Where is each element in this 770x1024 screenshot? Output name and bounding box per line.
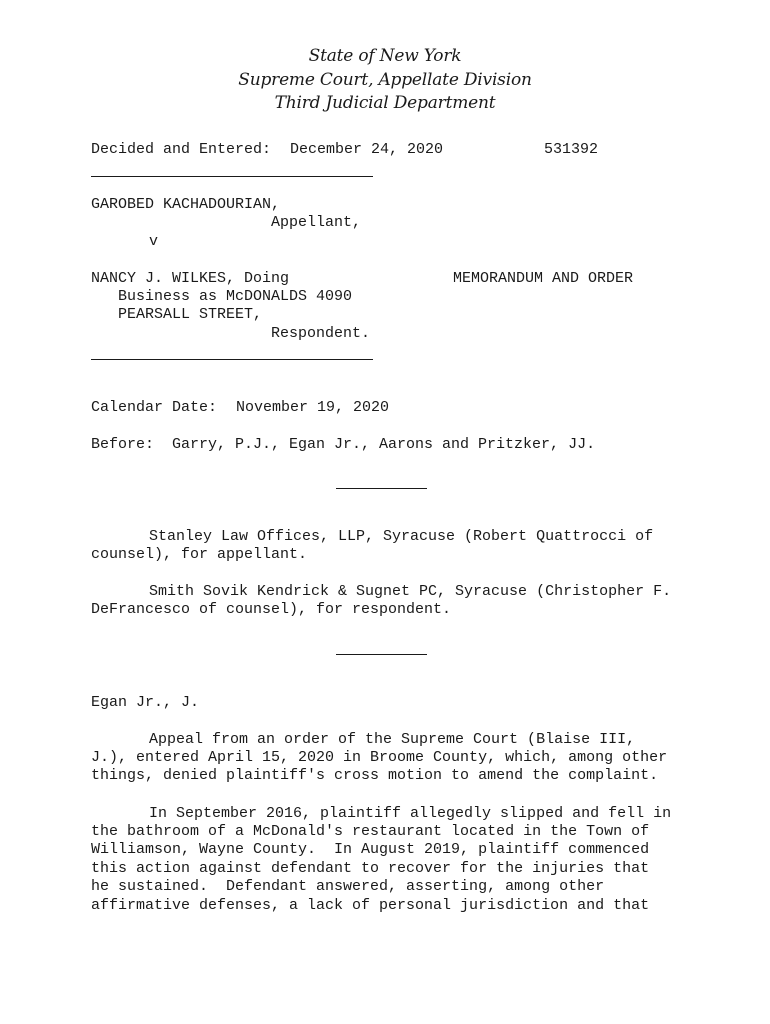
appellant-counsel-line2: counsel), for appellant. bbox=[91, 546, 308, 563]
defendant-name-line3: PEARSALL STREET, bbox=[118, 306, 263, 323]
body-paragraph-2-line6: affirmative defenses, a lack of personal jurisdiction and that bbox=[91, 897, 650, 914]
body-paragraph-2-line3: Williamson, Wayne County. In August 2019, plaintiff commenced bbox=[91, 841, 650, 858]
caption-top-rule bbox=[91, 176, 373, 177]
calendar-date: November 19, 2020 bbox=[236, 399, 390, 416]
court-name-heading: Supreme Court, Appellate Division bbox=[238, 70, 532, 90]
document-type: MEMORANDUM AND ORDER bbox=[453, 270, 634, 287]
defendant-name-line1: NANCY J. WILKES, Doing bbox=[91, 270, 290, 287]
body-paragraph-2-line2: the bathroom of a McDonald's restaurant located in the Town of bbox=[91, 823, 650, 840]
court-state-heading: State of New York bbox=[308, 46, 462, 66]
decided-label: Decided and Entered: bbox=[91, 141, 272, 158]
body-paragraph-1-line1: Appeal from an order of the Supreme Court (Blaise III, bbox=[149, 731, 636, 748]
before-label: Before: bbox=[91, 436, 155, 453]
respondent-counsel-line2: DeFrancesco of counsel), for respondent. bbox=[91, 601, 452, 618]
plaintiff-role: Appellant, bbox=[271, 214, 362, 231]
appellant-counsel-line1: Stanley Law Offices, LLP, Syracuse (Robert Quattrocci of bbox=[149, 528, 654, 545]
body-paragraph-1-line2: J.), entered April 15, 2020 in Broome County, which, among other bbox=[91, 749, 668, 766]
defendant-role: Respondent. bbox=[271, 325, 371, 342]
panel-judges: Garry, P.J., Egan Jr., Aarons and Pritzker, JJ. bbox=[172, 436, 596, 453]
calendar-label: Calendar Date: bbox=[91, 399, 218, 416]
decided-date: December 24, 2020 bbox=[290, 141, 444, 158]
respondent-counsel-line1: Smith Sovik Kendrick & Sugnet PC, Syracuse (Christopher F. bbox=[149, 583, 672, 600]
body-paragraph-1-line3: things, denied plaintiff's cross motion to amend the complaint. bbox=[91, 767, 659, 784]
court-department-heading: Third Judicial Department bbox=[274, 93, 496, 113]
body-paragraph-2-line1: In September 2016, plaintiff allegedly slipped and fell in bbox=[149, 805, 672, 822]
versus-label: v bbox=[149, 233, 159, 250]
body-paragraph-2-line4: this action against defendant to recover for the injuries that bbox=[91, 860, 650, 877]
opinion-author: Egan Jr., J. bbox=[91, 694, 200, 711]
body-paragraph-2-line5: he sustained. Defendant answered, asserting, among other bbox=[91, 878, 605, 895]
docket-number: 531392 bbox=[544, 141, 599, 158]
plaintiff-name: GAROBED KACHADOURIAN, bbox=[91, 196, 281, 213]
caption-bottom-rule bbox=[91, 359, 373, 360]
section-divider-2 bbox=[336, 654, 427, 655]
section-divider-1 bbox=[336, 488, 427, 489]
defendant-name-line2: Business as McDONALDS 4090 bbox=[118, 288, 353, 305]
